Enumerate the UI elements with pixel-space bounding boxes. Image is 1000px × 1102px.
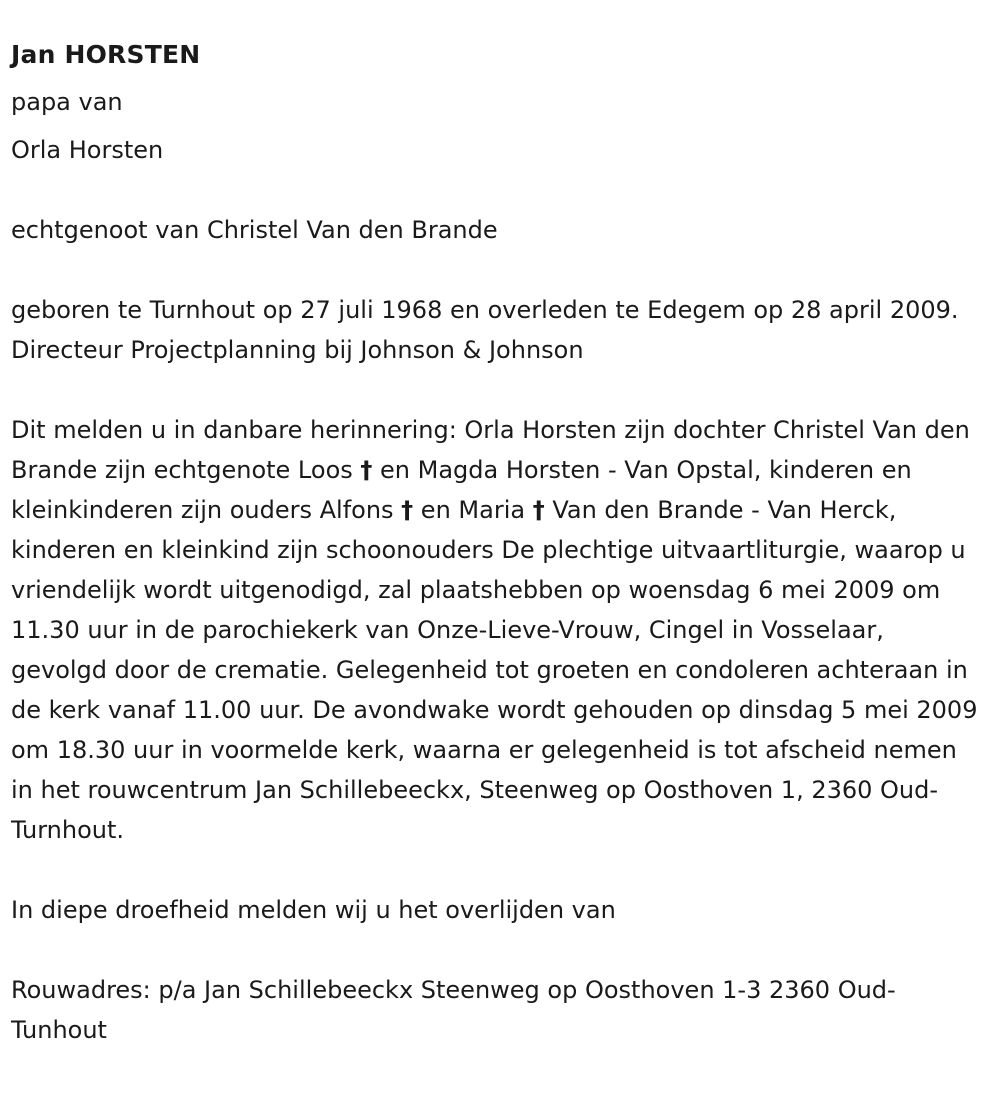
birth-death-paragraph: geboren te Turnhout op 27 juli 1968 en overleden te Edegem op 28 april 2009. Directeur Projectplanning bij Johnson & Johnson — [11, 296, 959, 364]
announcement-text-3: en Maria — [413, 496, 533, 524]
relation-label: papa van — [11, 88, 123, 116]
announcement-text-2: en Magda Horsten - Van Opstal, kinderen en kleinkinderen zijn ouders Alfons — [11, 456, 912, 524]
spouse-line: echtgenoot van Christel Van den Brande — [11, 216, 498, 244]
mourning-address: Rouwadres: p/a Jan Schillebeeckx Steenweg op Oosthoven 1-3 2360 Oud-Tunhout — [11, 976, 896, 1044]
announcement-paragraph — [11, 410, 985, 850]
announcement-text-4: Van den Brande - Van Herck, kinderen en kleinkind zijn schoonouders De plechtige uitvaartliturgie, waarop u vriendelijk wordt uitgenodigd, zal plaatshebben op woensdag 6 mei 2009 om 11.30 uur in de parochiekerk van Onze-Lieve-Vrouw, Cingel in Vosselaar, gevolgd door de crematie. Gelegenheid tot groeten en condoleren achteraan in de kerk vanaf 11.00 uur. De avondwake wordt gehouden op dinsdag 5 mei 2009 om 18.30 uur in voormelde kerk, waarna er gelegenheid is tot afscheid nemen in het rouwcentrum Jan Schillebeeckx, Steenweg op Oosthoven 1, 2360 Oud-Turnhout. — [11, 496, 978, 844]
announcement-text-1: Dit melden u in danbare herinnering: Orla Horsten zijn dochter Christel Van den Brande zijn echtgenote Loos — [11, 416, 970, 484]
cross-icon: † — [401, 496, 414, 524]
child-name: Orla Horsten — [11, 136, 164, 164]
sorrow-line: In diepe droefheid melden wij u het overlijden van — [11, 896, 616, 924]
deceased-name: Jan HORSTEN — [11, 40, 201, 69]
cross-icon: † — [532, 496, 545, 524]
cross-icon: † — [360, 456, 373, 484]
